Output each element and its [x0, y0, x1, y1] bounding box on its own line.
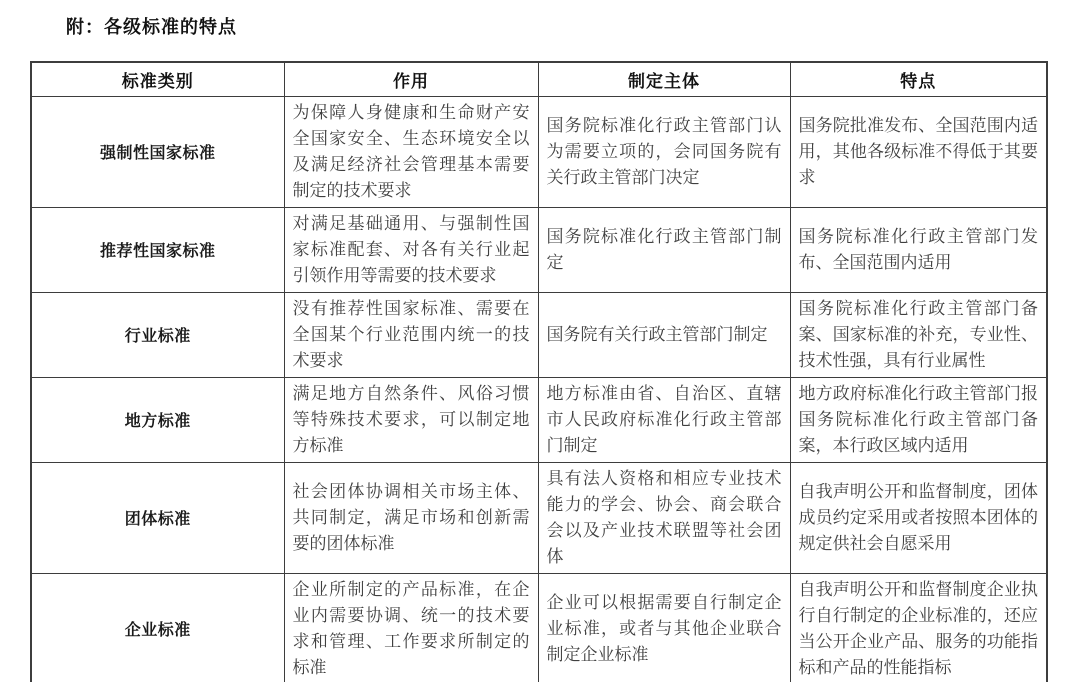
cell-maker: 国务院有关行政主管部门制定	[538, 292, 790, 377]
page-title: 附：各级标准的特点	[66, 17, 237, 37]
cell-category: 团体标准	[31, 462, 284, 573]
cell-category: 推荐性国家标准	[31, 207, 284, 292]
cell-maker: 地方标准由省、自治区、直辖市人民政府标准化行政主管部门制定	[538, 377, 790, 462]
table-header-row	[31, 62, 1047, 96]
table-row	[31, 462, 1047, 573]
cell-features: 地方政府标准化行政主管部门报国务院标准化行政主管部门备案，本行政区域内适用	[790, 377, 1047, 462]
cell-function: 对满足基础通用、与强制性国家标准配套、对各有关行业起引领作用等需要的技术要求	[284, 207, 538, 292]
table-row	[31, 377, 1047, 462]
header-function: 作用	[284, 62, 538, 96]
header-maker: 制定主体	[538, 62, 790, 96]
table-row	[31, 207, 1047, 292]
cell-features: 国务院批准发布、全国范围内适用，其他各级标准不得低于其要求	[790, 96, 1047, 207]
header-features: 特点	[790, 62, 1047, 96]
cell-features: 国务院标准化行政主管部门发布、全国范围内适用	[790, 207, 1047, 292]
cell-maker: 国务院标准化行政主管部门制定	[538, 207, 790, 292]
cell-category: 强制性国家标准	[31, 96, 284, 207]
cell-features: 自我声明公开和监督制度企业执行自行制定的企业标准的，还应当公开企业产品、服务的功能指标和产品的性能指标	[790, 573, 1047, 682]
cell-category: 行业标准	[31, 292, 284, 377]
cell-category: 企业标准	[31, 573, 284, 682]
cell-function: 没有推荐性国家标准、需要在全国某个行业范围内统一的技术要求	[284, 292, 538, 377]
header-category: 标准类别	[31, 62, 284, 96]
cell-function: 为保障人身健康和生命财产安全国家安全、生态环境安全以及满足经济社会管理基本需要制定的技术要求	[284, 96, 538, 207]
standards-table	[30, 61, 1048, 682]
cell-maker: 企业可以根据需要自行制定企业标准，或者与其他企业联合制定企业标准	[538, 573, 790, 682]
cell-maker: 具有法人资格和相应专业技术能力的学会、协会、商会联合会以及产业技术联盟等社会团体	[538, 462, 790, 573]
cell-features: 国务院标准化行政主管部门备案、国家标准的补充，专业性、技术性强，具有行业属性	[790, 292, 1047, 377]
cell-function: 社会团体协调相关市场主体、共同制定，满足市场和创新需要的团体标准	[284, 462, 538, 573]
table-row	[31, 96, 1047, 207]
table-row	[31, 573, 1047, 682]
table-row	[31, 292, 1047, 377]
cell-function: 企业所制定的产品标准，在企业内需要协调、统一的技术要求和管理、工作要求所制定的标准	[284, 573, 538, 682]
cell-features: 自我声明公开和监督制度，团体成员约定采用或者按照本团体的规定供社会自愿采用	[790, 462, 1047, 573]
cell-maker: 国务院标准化行政主管部门认为需要立项的，会同国务院有关行政主管部门决定	[538, 96, 790, 207]
cell-function: 满足地方自然条件、风俗习惯等特殊技术要求，可以制定地方标准	[284, 377, 538, 462]
cell-category: 地方标准	[31, 377, 284, 462]
